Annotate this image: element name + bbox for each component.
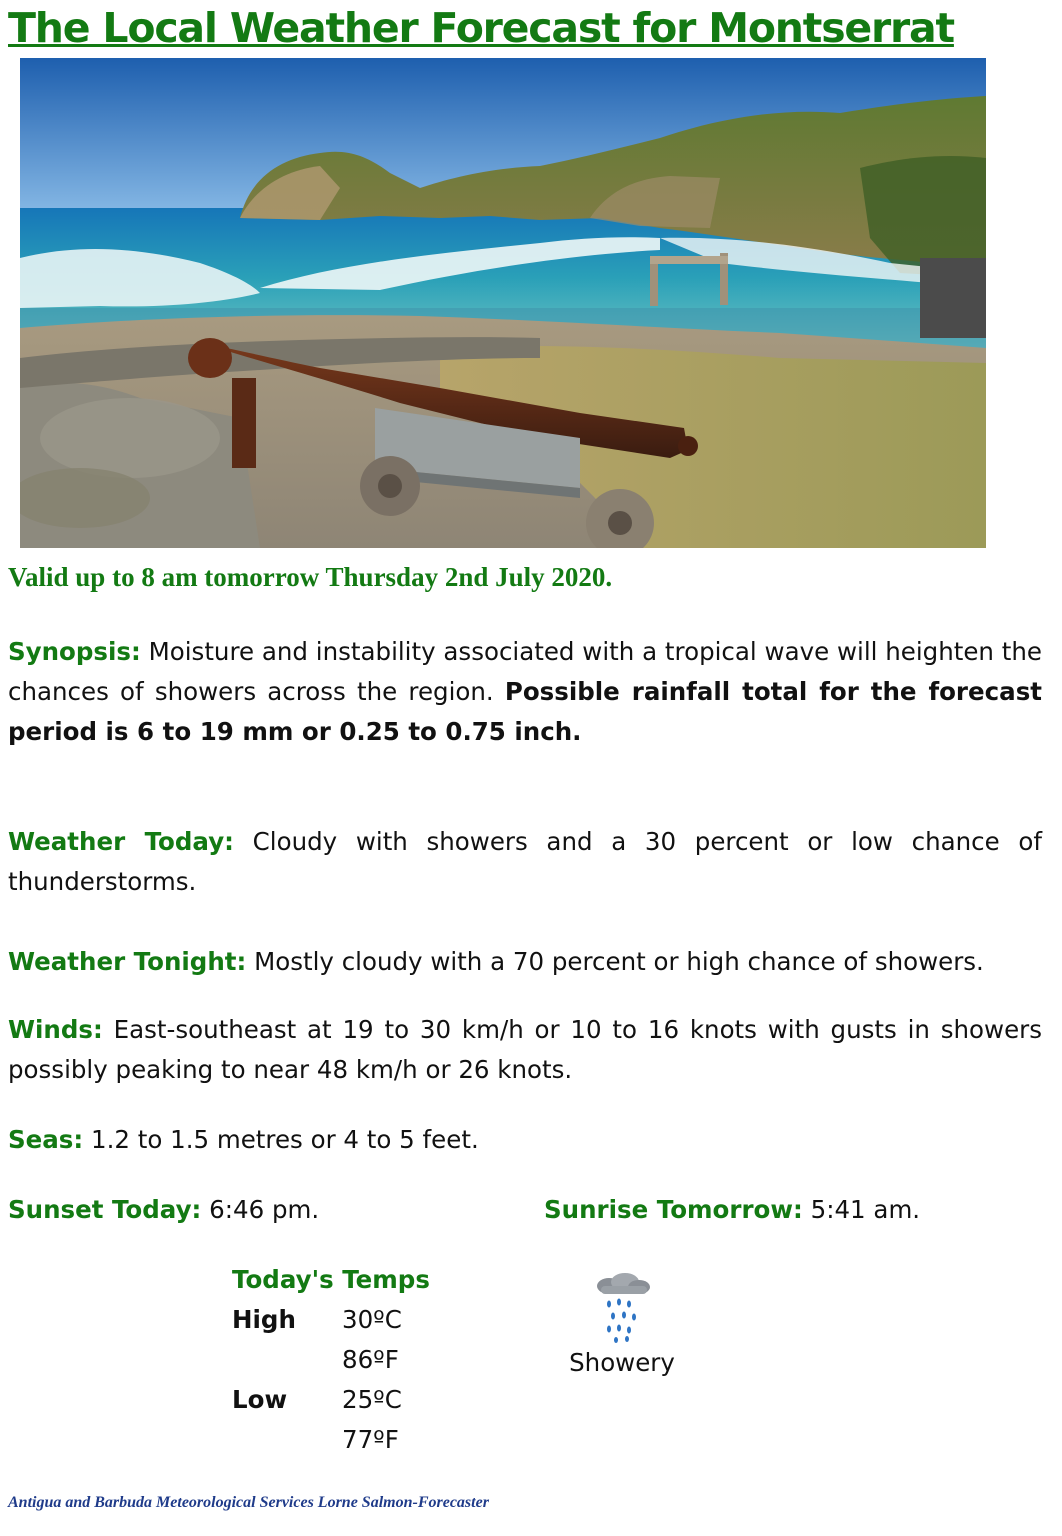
footer-credit: Antigua and Barbuda Meteorological Services Lorne Salmon-Forecaster bbox=[8, 1494, 489, 1511]
low-label: Low bbox=[232, 1385, 288, 1414]
weather-today-label: Weather Today: bbox=[8, 827, 234, 856]
coastal-cannon-photo bbox=[20, 58, 986, 548]
high-c-row bbox=[232, 1300, 430, 1340]
low-celsius: 25ºC bbox=[342, 1385, 402, 1414]
sunrise-label: Sunrise Tomorrow: bbox=[544, 1195, 803, 1224]
high-label: High bbox=[232, 1305, 296, 1334]
temps-heading: Today's Temps bbox=[232, 1265, 430, 1294]
high-fahrenheit: 86ºF bbox=[342, 1345, 399, 1374]
validity-notice: Valid up to 8 am tomorrow Thursday 2nd July 2020. bbox=[8, 562, 613, 592]
synopsis-section bbox=[8, 632, 1042, 752]
page-title: The Local Weather Forecast for Montserrat bbox=[8, 4, 954, 52]
sunrise-value: 5:41 am. bbox=[810, 1195, 921, 1224]
sunset-row bbox=[8, 1190, 319, 1230]
sunset-label: Sunset Today: bbox=[8, 1195, 202, 1224]
winds-text: East-southeast at 19 to 30 km/h or 10 to 16 knots with gusts in showers possibly peaking to near 48 km/h or 26 knots. bbox=[8, 1015, 1042, 1084]
weather-condition bbox=[562, 1272, 682, 1377]
rainfall-total-text: Possible rainfall total for the forecast period is 6 to 19 mm or 0.25 to 0.75 inch. bbox=[8, 677, 1042, 746]
weather-tonight-text: Mostly cloudy with a 70 percent or high chance of showers. bbox=[254, 947, 984, 976]
low-f-row bbox=[232, 1420, 430, 1460]
high-celsius: 30ºC bbox=[342, 1305, 402, 1334]
sunset-value: 6:46 pm. bbox=[209, 1195, 320, 1224]
weather-today-section bbox=[8, 822, 1042, 902]
synopsis-text: Moisture and instability associated with a tropical wave will heighten the chances of showers across the region. bbox=[8, 637, 1042, 706]
winds-label: Winds: bbox=[8, 1015, 103, 1044]
synopsis-label: Synopsis: bbox=[8, 637, 141, 666]
sunrise-row bbox=[544, 1190, 920, 1230]
weather-tonight-section bbox=[8, 942, 1042, 982]
condition-label: Showery bbox=[569, 1348, 675, 1377]
seas-label: Seas: bbox=[8, 1125, 84, 1154]
weather-today-text: Cloudy with showers and a 30 percent or low chance of thunderstorms. bbox=[8, 827, 1042, 896]
seas-section bbox=[8, 1120, 1042, 1160]
todays-temps-table bbox=[232, 1260, 430, 1460]
high-f-row bbox=[232, 1340, 430, 1380]
showery-cloud-icon bbox=[591, 1272, 653, 1344]
weather-tonight-label: Weather Tonight: bbox=[8, 947, 247, 976]
seas-text: 1.2 to 1.5 metres or 4 to 5 feet. bbox=[90, 1125, 479, 1154]
winds-section bbox=[8, 1010, 1042, 1090]
low-c-row bbox=[232, 1380, 430, 1420]
low-fahrenheit: 77ºF bbox=[342, 1425, 399, 1454]
